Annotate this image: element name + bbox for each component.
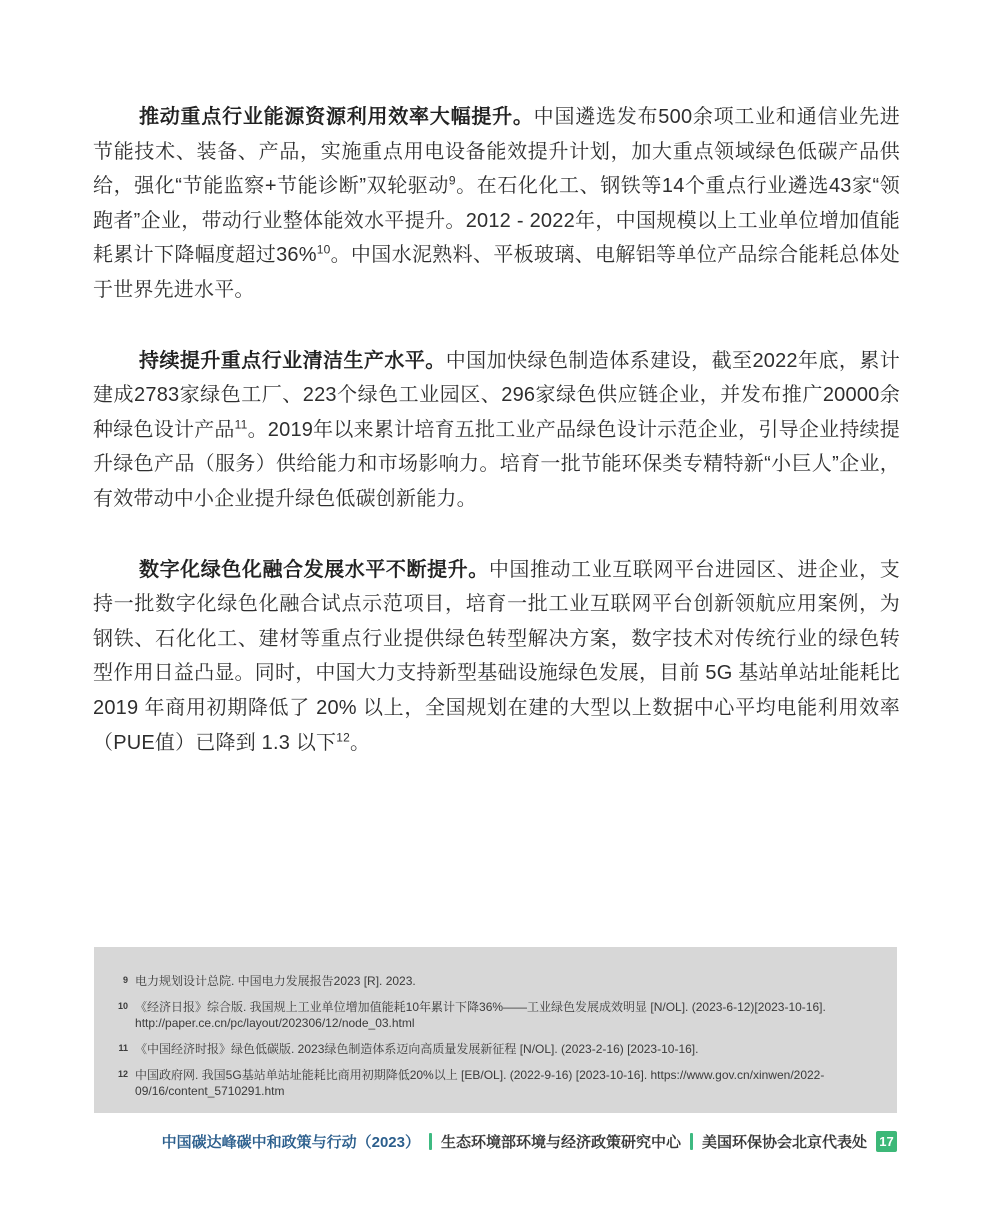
paragraph-text: 中国加快绿色制造体系建设，截至2022年底，累计建成2783家绿色工厂、223个绿色工业园区、296家绿色供应链企业，并发布推广20000余种绿色设计产品 (93, 349, 900, 441)
footnote-number: 10 (118, 1001, 129, 1011)
paragraph-text: 。中国水泥熟料、平板玻璃、电解铝等单位产品综合能耗总体处于世界先进水平。 (93, 244, 900, 301)
paragraph-text: 。 (350, 731, 371, 754)
footer-separator-bar (690, 1133, 693, 1150)
page-number-badge: 17 (876, 1131, 897, 1152)
paragraph-text: 。2019年以来累计培育五批工业产品绿色设计示范企业，引导企业持续提升绿色产品（服务）供给能力和市场影响力。培育一批节能环保类专精特新“小巨人”企业，有效带动中小企业提升绿色低碳创新能力。 (93, 418, 900, 510)
paragraph-lead: 持续提升重点行业清洁生产水平。 (139, 349, 446, 372)
paragraph-digital-green (93, 553, 900, 761)
paragraph-clean-production (93, 344, 900, 517)
paragraph-energy-efficiency (93, 100, 900, 308)
footer-separator-bar (429, 1133, 432, 1150)
body-content (93, 100, 900, 796)
footnote-ref-12: 12 (336, 729, 350, 744)
page-footer (93, 1131, 897, 1152)
report-title: 中国碳达峰碳中和政策与行动（2023） (161, 1134, 420, 1151)
footnote-item (118, 973, 871, 989)
paragraph-text: 中国推动工业互联网平台进园区、进企业，支持一批数字化绿色化融合试点示范项目，培育一批工业互联网平台创新领航应用案例，为钢铁、石化化工、建材等重点行业提供绿色转型解决方案，数字技术对传统行业的绿色转型作用日益凸显。同时，中国大力支持新型基础设施绿色发展，目前 5G 基站单站址能耗比 2019 年商用初期降低了 20% 以上，全国规划在建的大型以上数据中心平均电能利用效率（PUE值）已降到 1.3 以下 (93, 558, 901, 754)
paragraph-lead: 推动重点行业能源资源利用效率大幅提升。 (139, 106, 534, 128)
footnote-number: 12 (118, 1069, 129, 1079)
paragraph-text: 。在石化化工、钢铁等14个重点行业遴选43家“领跑者”企业，带动行业整体能效水平提升。2012 - 2022年，中国规模以上工业单位增加值能耗累计下降幅度超过36% (93, 175, 900, 267)
footnote-ref-9: 9 (448, 173, 456, 188)
org-edf-beijing-office: 美国环保协会北京代表处 (701, 1134, 867, 1151)
paragraph-lead: 数字化绿色化融合发展水平不断提升。 (139, 558, 489, 581)
footnote-number: 9 (122, 975, 128, 985)
footnote-text: 《经济日报》综合版. 我国规上工业单位增加值能耗10年累计下降36%——工业绿色发展成效明显 [N/OL]. (2023-6-12)[2023-10-16]. http://paper.ce.cn/pc/layout/202306/12/node_03.html (135, 1000, 826, 1030)
footnote-text: 中国政府网. 我国5G基站单站址能耗比商用初期降低20%以上 [EB/OL]. (2022-9-16) [2023-10-16]. https://www.gov.cn/xinwen/2022-09/16/content_5710291.htm (135, 1068, 825, 1098)
paragraph-text: 中国遴选发布500余项工业和通信业先进节能技术、装备、产品，实施重点用电设备能效提升计划，加大重点领域绿色低碳产品供给，强化“节能监察+节能诊断”双轮驱动 (93, 106, 900, 198)
footnote-ref-11: 11 (234, 417, 248, 432)
footnote-text: 《中国经济时报》绿色低碳版. 2023绿色制造体系迈向高质量发展新征程 [N/OL]. (2023-2-16) [2023-10-16]. (135, 1042, 699, 1056)
footnote-item (118, 1067, 871, 1099)
footnote-ref-10: 10 (316, 242, 331, 257)
footnotes-panel (94, 947, 897, 1113)
footnote-item (118, 1041, 871, 1057)
footnote-number: 11 (118, 1043, 128, 1053)
org-policy-research-center: 生态环境部环境与经济政策研究中心 (440, 1134, 681, 1151)
footnote-item (118, 999, 871, 1031)
footnote-text: 电力规划设计总院. 中国电力发展报告2023 [R]. 2023. (135, 974, 416, 988)
